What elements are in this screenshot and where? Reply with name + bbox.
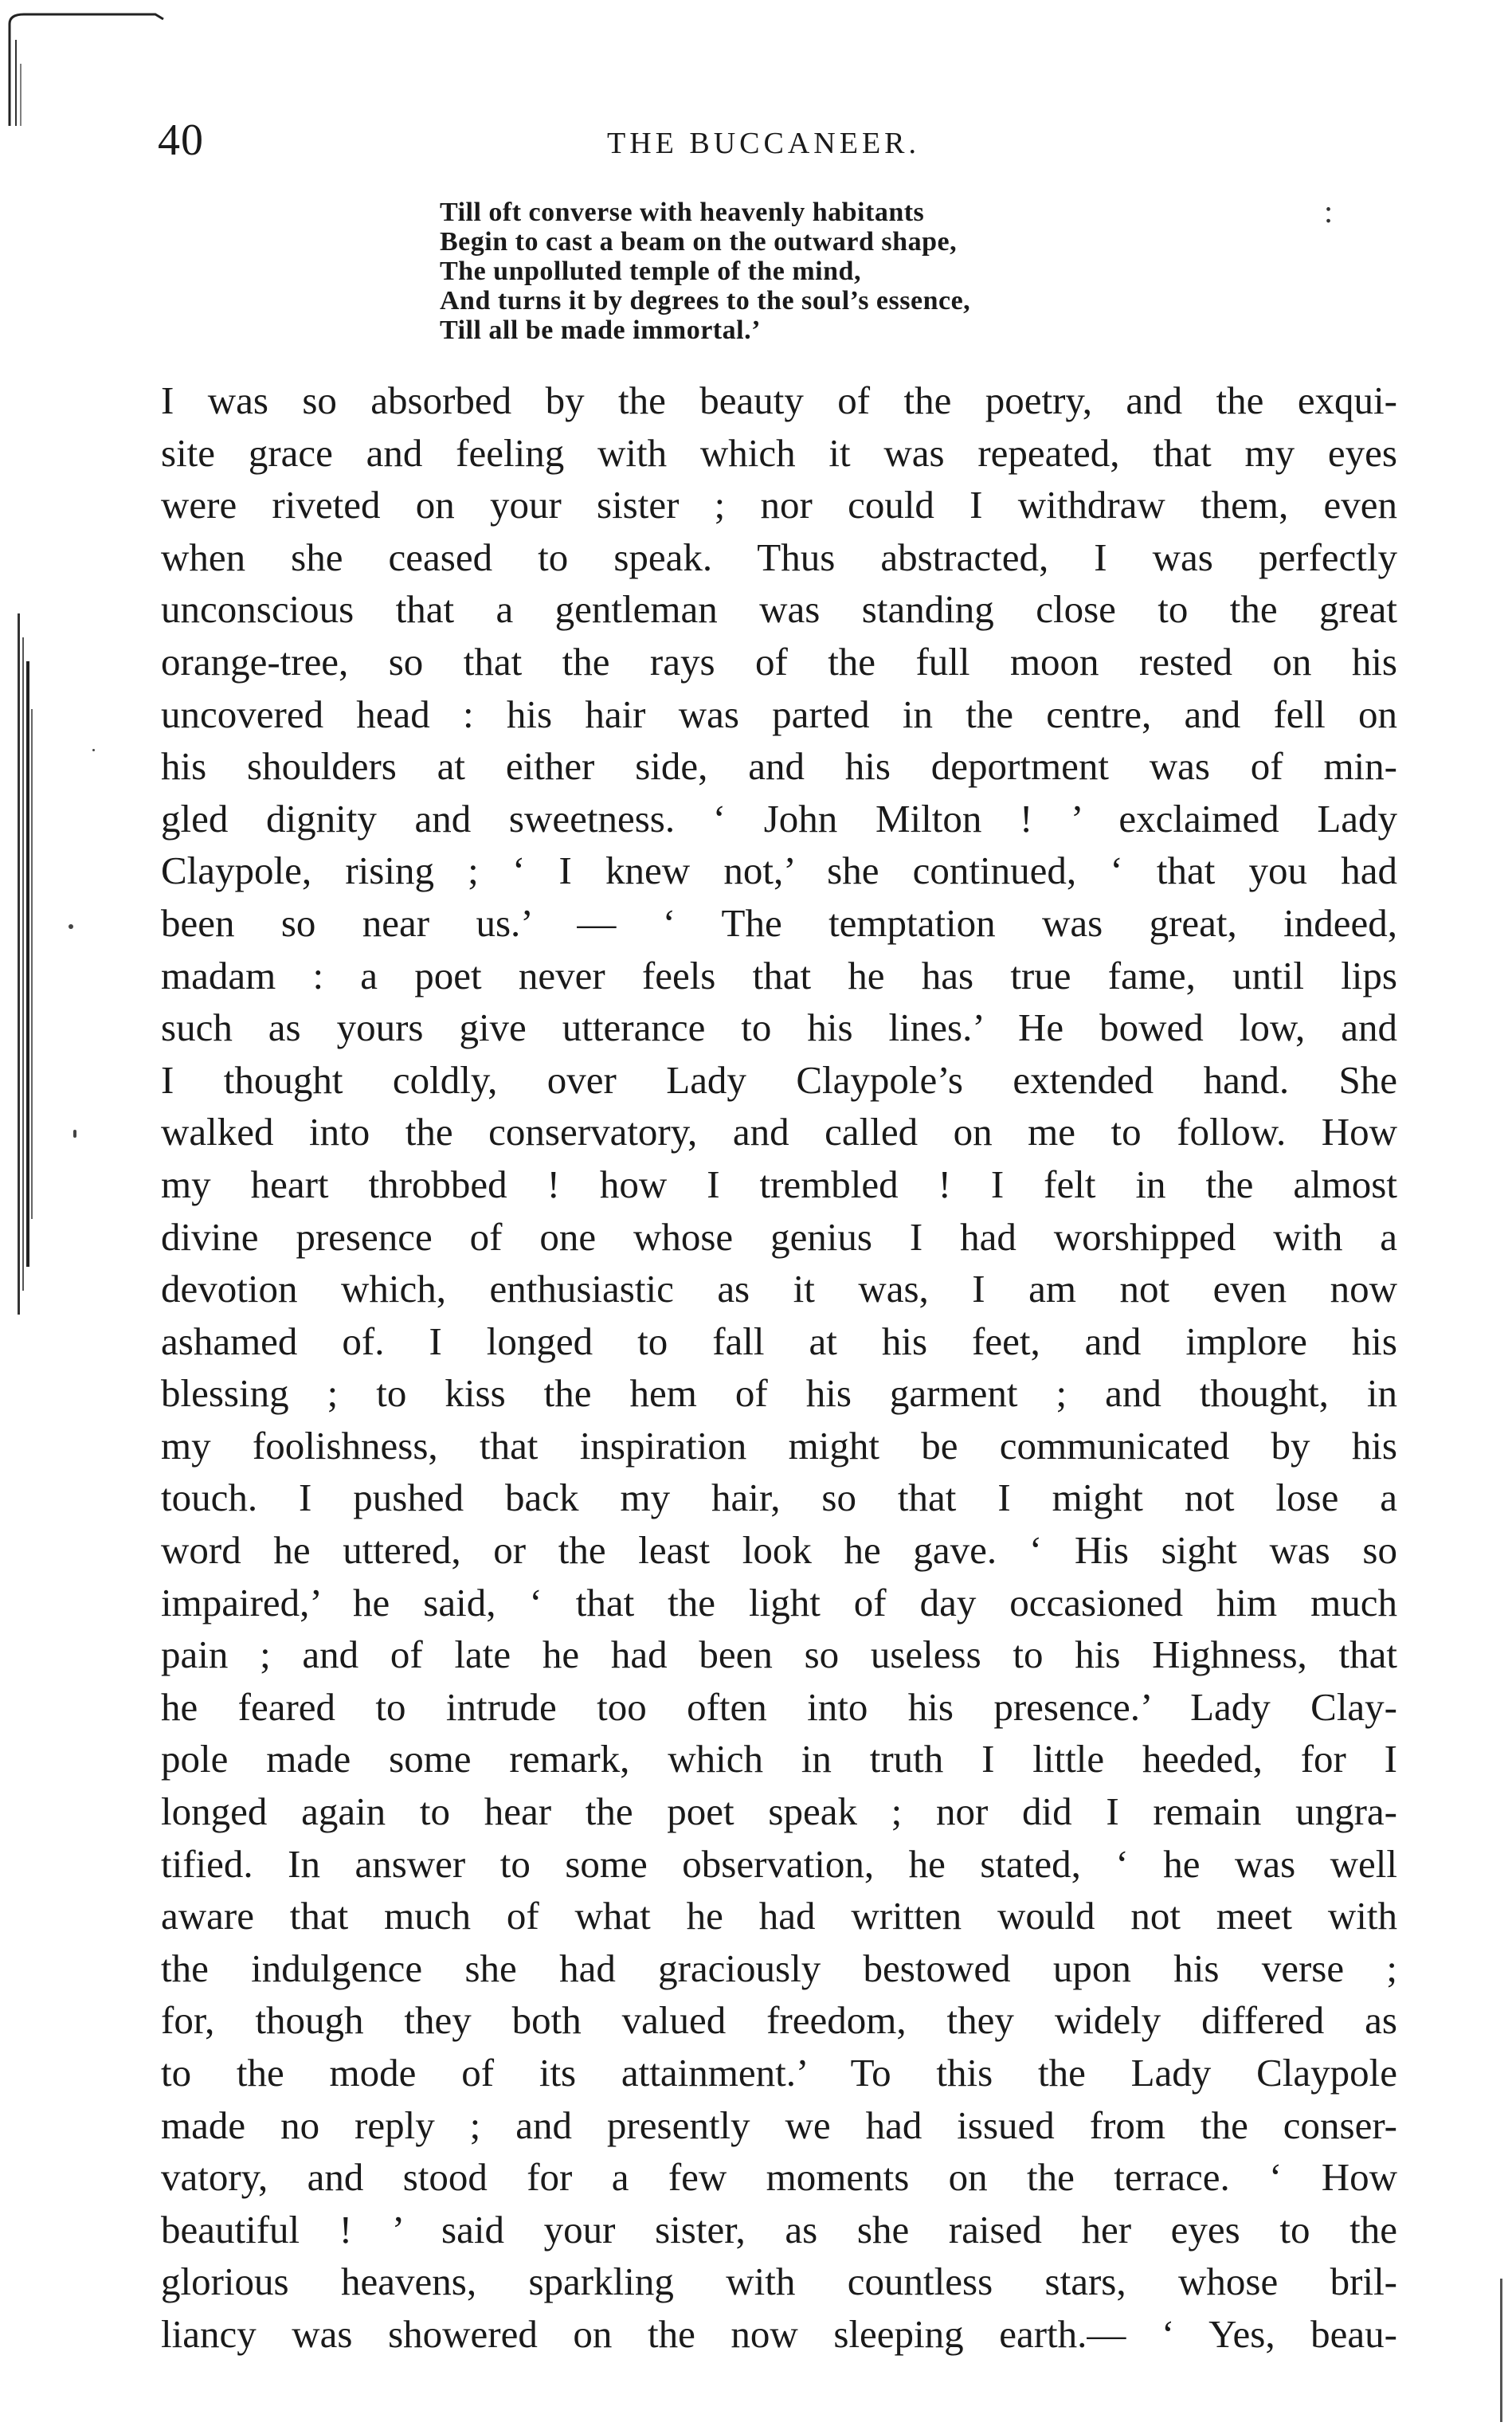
text-line: orange-tree, so that the rays of the full moon rested on his <box>161 639 1397 684</box>
running-title: THE BUCCANEER. <box>607 127 920 160</box>
verse-line: Begin to cast a beam on the outward shape, <box>440 227 958 257</box>
binding-edge-artifact <box>6 613 37 1315</box>
text-line: beautiful ! ’ said your sister, as she raised her eyes to the <box>161 2207 1397 2252</box>
text-line: longed again to hear the poet speak ; nor did I remain ungra- <box>161 1789 1397 1834</box>
right-edge-artifact <box>1500 2279 1502 2422</box>
margin-speck <box>69 924 73 929</box>
text-line: pole made some remark, which in truth I little heeded, for I <box>161 1737 1397 1781</box>
scan-corner-artifact <box>0 8 167 127</box>
text-line: my heart throbbed ! how I trembled ! I felt in the almost <box>161 1162 1397 1206</box>
verse-line: Till oft converse with heavenly habitants <box>440 198 925 227</box>
text-line: to the mode of its attainment.’ To this the Lady Claypole <box>161 2051 1397 2095</box>
text-line: divine presence of one whose genius I had worshipped with a <box>161 1214 1397 1259</box>
text-line: touch. I pushed back my hair, so that I might not lose a <box>161 1476 1397 1520</box>
text-line: for, though they both valued freedom, they widely differed as <box>161 1998 1397 2043</box>
margin-mark: : <box>1324 194 1334 229</box>
text-line: when she ceased to speak. Thus abstracted, I was perfectly <box>161 535 1397 579</box>
text-line: madam : a poet never feels that he has true fame, until lips <box>161 953 1397 997</box>
margin-speck <box>92 749 95 751</box>
text-line: his shoulders at either side, and his deportment was of min- <box>161 744 1397 789</box>
verse-line: And turns it by degrees to the soul’s essence, <box>440 286 971 315</box>
text-line: I was so absorbed by the beauty of the poetry, and the exqui- <box>161 378 1397 422</box>
text-line: impaired,’ he said, ‘ that the light of day occasioned him much <box>161 1580 1397 1625</box>
body-text <box>161 374 1397 2361</box>
text-line: word he uttered, or the least look he gave. ‘ His sight was so <box>161 1528 1397 1573</box>
verse-line: The unpolluted temple of the mind, <box>440 257 861 286</box>
page-number: 40 <box>158 116 204 165</box>
text-line: blessing ; to kiss the hem of his garment ; and thought, in <box>161 1371 1397 1416</box>
text-line: devotion which, enthusiastic as it was, I am not even now <box>161 1267 1397 1311</box>
text-line: made no reply ; and presently we had issued from the conser- <box>161 2103 1397 2147</box>
text-line: were riveted on your sister ; nor could I withdraw them, even <box>161 483 1397 527</box>
text-line: gled dignity and sweetness. ‘ John Milton ! ’ exclaimed Lady <box>161 796 1397 841</box>
text-line: ashamed of. I longed to fall at his feet, and implore his <box>161 1319 1397 1363</box>
text-line: pain ; and of late he had been so useless to his Highness, that <box>161 1632 1397 1677</box>
text-line: vatory, and stood for a few moments on the terrace. ‘ How <box>161 2155 1397 2200</box>
text-line: liancy was showered on the now sleeping earth.— ‘ Yes, beau- <box>161 2311 1397 2356</box>
text-line: he feared to intrude too often into his presence.’ Lady Clay- <box>161 1684 1397 1729</box>
text-line: site grace and feeling with which it was repeated, that my eyes <box>161 430 1397 475</box>
text-line: the indulgence she had graciously bestowed upon his verse ; <box>161 1946 1397 1990</box>
text-line: tified. In answer to some observation, he stated, ‘ he was well <box>161 1841 1397 1886</box>
text-line: aware that much of what he had written would not meet with <box>161 1894 1397 1938</box>
text-line: my foolishness, that inspiration might be communicated by his <box>161 1423 1397 1468</box>
margin-speck <box>73 1130 76 1138</box>
text-line: I thought coldly, over Lady Claypole’s extended hand. She <box>161 1057 1397 1102</box>
text-line: Claypole, rising ; ‘ I knew not,’ she continued, ‘ that you had <box>161 849 1397 893</box>
text-line: uncovered head : his hair was parted in the centre, and fell on <box>161 692 1397 736</box>
text-line: walked into the conservatory, and called on me to follow. How <box>161 1110 1397 1154</box>
text-line: been so near us.’ — ‘ The temptation was great, indeed, <box>161 900 1397 945</box>
text-line: unconscious that a gentleman was standing close to the great <box>161 587 1397 632</box>
verse-line: Till all be made immortal.’ <box>440 315 761 345</box>
text-line: such as yours give utterance to his lines.’ He bowed low, and <box>161 1005 1397 1050</box>
verse-quotation <box>440 198 1157 345</box>
text-line: glorious heavens, sparkling with countless stars, whose bril- <box>161 2259 1397 2304</box>
